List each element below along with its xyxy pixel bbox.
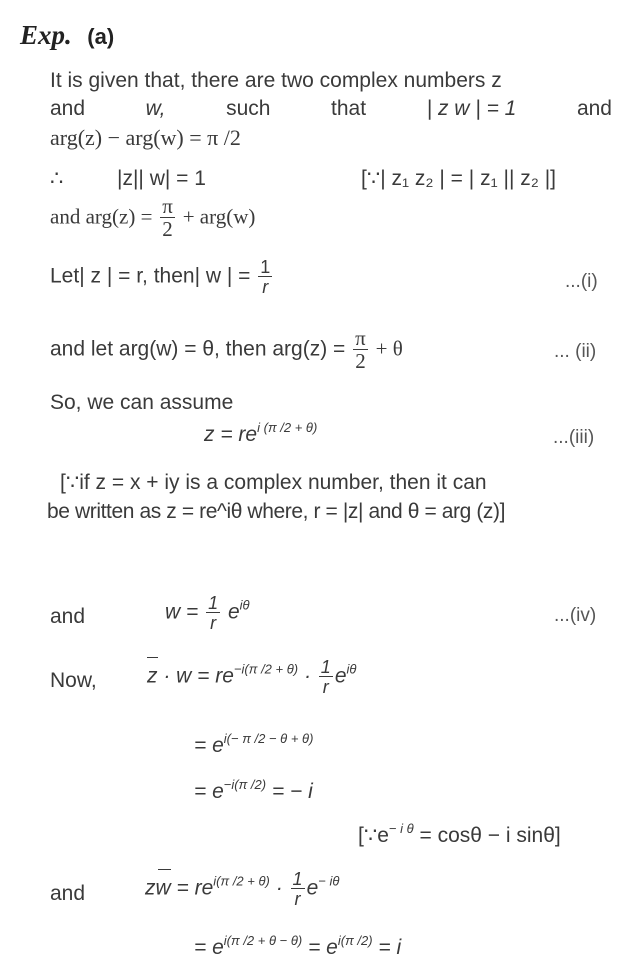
intro-word: that bbox=[331, 97, 367, 120]
let-argument-rhs: + θ bbox=[375, 336, 403, 361]
fraction-numerator: π bbox=[355, 326, 366, 350]
fraction-numerator: 1 bbox=[320, 657, 331, 677]
polar-note-line-1: [∵if z = x + iy is a complex number, then it can bbox=[60, 471, 487, 494]
step-exponent: i(− π /2 − θ + θ) bbox=[223, 731, 314, 746]
w-polar-lhs: w = bbox=[165, 600, 199, 624]
let-argument bbox=[50, 328, 403, 372]
zbar-w-rhs-base: e bbox=[334, 664, 347, 688]
zbar-w-product bbox=[147, 658, 356, 696]
multiply-dot: · bbox=[275, 876, 283, 900]
polar-note-line-2: be written as z = re^iθ where, r = |z| and θ = arg (z)] bbox=[47, 500, 506, 523]
arg-relation-lhs: and arg(z) = bbox=[50, 204, 153, 229]
step-mid: = e bbox=[308, 936, 338, 959]
zbar-w-step-2 bbox=[194, 731, 314, 757]
fraction-numerator: 1 bbox=[292, 869, 303, 889]
z-wbar-product bbox=[145, 870, 339, 908]
therefore-symbol: ∴ bbox=[50, 167, 64, 190]
zbar-w-lhs: z · w = re bbox=[147, 664, 234, 688]
pi-over-2-fraction bbox=[160, 196, 175, 240]
equation-tag-i: ...(i) bbox=[565, 271, 598, 292]
z-wbar-rhs-exponent: − iθ bbox=[318, 873, 340, 889]
fraction-denominator: 2 bbox=[160, 217, 175, 240]
euler-reason bbox=[358, 821, 561, 847]
modulus-reason: [∵| z₁ z₂ | = | z₁ || z₂ |] bbox=[361, 167, 557, 190]
equation-tag-iv: ...(iv) bbox=[554, 605, 597, 626]
intro-word: and bbox=[576, 97, 612, 120]
intro-line-3: arg(z) − arg(w) = π /2 bbox=[50, 125, 241, 150]
fraction-numerator: π bbox=[162, 194, 173, 218]
z-wbar-rhs-base: e bbox=[306, 876, 319, 900]
z-wbar-exponent: i(π /2 + θ) bbox=[213, 873, 270, 889]
and-label: and bbox=[50, 605, 86, 628]
zbar-w-rhs-exponent: iθ bbox=[346, 661, 357, 677]
arg-relation-rhs: + arg(w) bbox=[182, 204, 256, 229]
euler-base: [∵e bbox=[358, 824, 389, 847]
solution-heading bbox=[20, 22, 114, 49]
step-base: = e bbox=[194, 780, 224, 803]
w-polar-exponent: iθ bbox=[239, 597, 250, 613]
equation-tag-ii: ... (ii) bbox=[554, 341, 597, 362]
euler-rhs: = cosθ − i sinθ] bbox=[419, 824, 561, 847]
now-label: Now, bbox=[50, 669, 97, 692]
w-polar-base: e bbox=[227, 600, 240, 624]
fraction-numerator: 1 bbox=[208, 593, 219, 613]
intro-word: such bbox=[226, 97, 271, 120]
intro-line-2 bbox=[50, 98, 612, 119]
zbar-w-step-3 bbox=[194, 777, 313, 803]
zbar-w-exponent: −i(π /2 + θ) bbox=[233, 661, 299, 677]
intro-line-1: It is given that, there are two complex numbers z bbox=[50, 69, 502, 92]
fraction-denominator: 2 bbox=[353, 349, 368, 372]
fraction-denominator: r bbox=[291, 888, 305, 908]
one-over-r-fraction bbox=[319, 658, 333, 696]
conjugate-bar bbox=[147, 657, 158, 658]
and-label: and bbox=[50, 882, 86, 905]
step-exponent: i(π /2 + θ − θ) bbox=[223, 933, 303, 948]
step-exponent: −i(π /2) bbox=[223, 777, 267, 792]
fraction-numerator: 1 bbox=[260, 257, 271, 277]
intro-word: w, bbox=[145, 97, 166, 120]
multiply-dot: · bbox=[303, 664, 311, 688]
z-wbar-lhs: zw = re bbox=[145, 876, 214, 900]
fraction-denominator: r bbox=[206, 612, 220, 632]
z-polar-form bbox=[204, 420, 318, 446]
assume-text: So, we can assume bbox=[50, 391, 234, 414]
z-polar-exponent: i (π /2 + θ) bbox=[257, 420, 318, 435]
fraction-denominator: r bbox=[319, 676, 333, 696]
pi-over-2-fraction bbox=[353, 328, 368, 372]
step-base: = e bbox=[194, 734, 224, 757]
intro-word: and bbox=[50, 97, 86, 120]
z-polar-lhs: z = re bbox=[204, 423, 258, 446]
euler-exponent: − i θ bbox=[388, 821, 414, 836]
step-result: = − i bbox=[271, 780, 313, 803]
heading-label: Exp. bbox=[20, 20, 72, 50]
step-base: = e bbox=[194, 936, 224, 959]
answer-option: (a) bbox=[87, 24, 115, 49]
let-modulus-text: Let| z | = r, then| w | = bbox=[50, 264, 251, 288]
conjugate-bar bbox=[158, 869, 171, 870]
arg-relation bbox=[50, 196, 255, 240]
fraction-denominator: r bbox=[258, 276, 272, 296]
step-result: = i bbox=[378, 936, 402, 959]
let-argument-text: and let arg(w) = θ, then arg(z) = bbox=[50, 337, 346, 361]
z-wbar-step-2 bbox=[194, 933, 402, 959]
one-over-r-fraction bbox=[258, 258, 272, 296]
modulus-product-eq: |z|| w| = 1 bbox=[117, 167, 206, 190]
step-mid-exponent: i(π /2) bbox=[337, 933, 373, 948]
one-over-r-fraction bbox=[291, 870, 305, 908]
one-over-r-fraction bbox=[206, 594, 220, 632]
equation-tag-iii: ...(iii) bbox=[553, 427, 595, 448]
intro-math: | z w | = 1 bbox=[426, 97, 517, 120]
w-polar-form bbox=[165, 594, 250, 632]
let-modulus bbox=[50, 258, 274, 296]
